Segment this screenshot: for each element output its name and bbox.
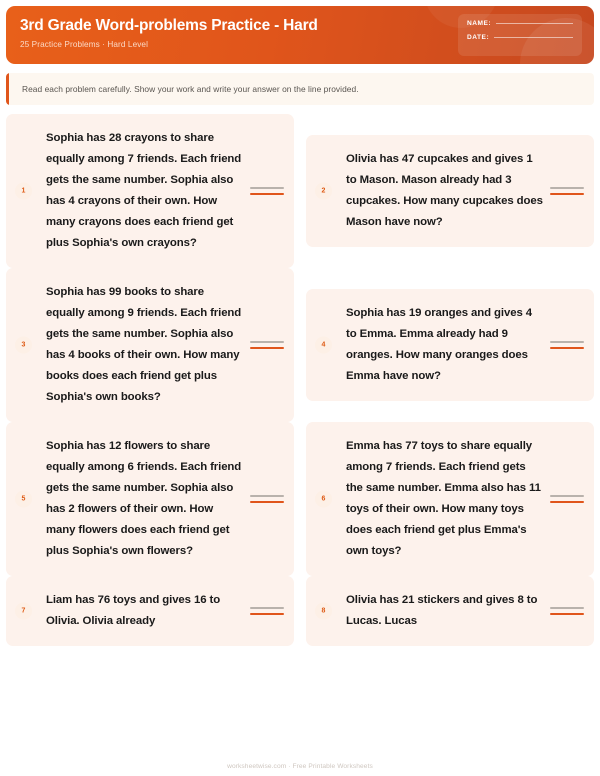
answer-line-lower[interactable] bbox=[250, 613, 284, 615]
problem-card bbox=[306, 576, 594, 646]
problem-text: Liam has 76 toys and gives 16 to Olivia. Olivia already bbox=[46, 593, 221, 627]
problem-text: Emma has 77 toys to share equally among 7 friends. Each friend gets the same number. Emma also has 11 toys of their own. How many toys does each friend get plus Emma's own toys? bbox=[346, 439, 541, 557]
answer-line-lower[interactable] bbox=[250, 347, 284, 349]
answer-line-lower[interactable] bbox=[550, 501, 584, 503]
problem-number-badge: 3 bbox=[15, 336, 32, 353]
answer-line-area[interactable] bbox=[550, 187, 584, 195]
name-field-row[interactable] bbox=[467, 20, 573, 27]
problem-number-badge: 5 bbox=[15, 490, 32, 507]
footer-watermark: worksheetwise.com · Free Printable Worksheets bbox=[227, 763, 373, 770]
problem-cell bbox=[0, 422, 300, 576]
page-title: 3rd Grade Word-problems Practice - Hard bbox=[20, 17, 318, 34]
answer-line-upper[interactable] bbox=[550, 341, 584, 343]
problem-text: Sophia has 99 books to share equally among 9 friends. Each friend gets the same number. Sophia also has 4 books of their own. How many books does each friend get plus Sophia's own books? bbox=[46, 285, 242, 403]
problem-cell bbox=[300, 576, 600, 646]
answer-line-area[interactable] bbox=[250, 607, 284, 615]
answer-line-upper[interactable] bbox=[250, 187, 284, 189]
instructions-accent-bar bbox=[6, 73, 9, 105]
answer-line-upper[interactable] bbox=[250, 341, 284, 343]
name-label: NAME: bbox=[467, 20, 492, 27]
problem-number-badge: 7 bbox=[15, 602, 32, 619]
problem-cell bbox=[300, 268, 600, 422]
name-write-line[interactable] bbox=[496, 23, 573, 24]
problem-text: Olivia has 21 stickers and gives 8 to Lucas. Lucas bbox=[346, 593, 538, 627]
problem-text: Sophia has 19 oranges and gives 4 to Emma. Emma already had 9 oranges. How many oranges does Emma have now? bbox=[346, 306, 532, 382]
answer-line-area[interactable] bbox=[550, 607, 584, 615]
problem-number-badge: 8 bbox=[315, 602, 332, 619]
problem-number-badge: 1 bbox=[15, 182, 32, 199]
problems-grid bbox=[0, 114, 600, 646]
answer-line-upper[interactable] bbox=[550, 607, 584, 609]
problem-cell bbox=[0, 268, 300, 422]
problem-card bbox=[6, 422, 294, 576]
name-date-box bbox=[458, 14, 582, 56]
answer-line-upper[interactable] bbox=[550, 187, 584, 189]
problem-card bbox=[6, 268, 294, 422]
problem-cell bbox=[0, 576, 300, 646]
worksheet-header bbox=[6, 6, 594, 64]
problem-card bbox=[306, 289, 594, 401]
problem-number-badge: 6 bbox=[315, 490, 332, 507]
problem-card bbox=[6, 576, 294, 646]
date-field-row[interactable] bbox=[467, 34, 573, 41]
problem-text: Sophia has 12 flowers to share equally among 6 friends. Each friend gets the same number. Sophia also has 2 flowers of their own. How many flowers does each friend get plus Sophia's own flowers? bbox=[46, 439, 242, 557]
instructions-text: Read each problem carefully. Show your work and write your answer on the line provided. bbox=[22, 84, 359, 94]
answer-line-area[interactable] bbox=[550, 495, 584, 503]
answer-line-area[interactable] bbox=[250, 187, 284, 195]
answer-line-upper[interactable] bbox=[550, 495, 584, 497]
answer-line-lower[interactable] bbox=[550, 347, 584, 349]
problem-text: Olivia has 47 cupcakes and gives 1 to Mason. Mason already had 3 cupcakes. How many cupcakes does Mason have now? bbox=[346, 152, 543, 228]
answer-line-upper[interactable] bbox=[250, 495, 284, 497]
answer-line-lower[interactable] bbox=[250, 193, 284, 195]
instructions-bar bbox=[6, 73, 594, 105]
problem-number-badge: 2 bbox=[315, 182, 332, 199]
problem-card bbox=[306, 422, 594, 576]
problem-card bbox=[306, 135, 594, 247]
answer-line-area[interactable] bbox=[250, 341, 284, 349]
problem-text: Sophia has 28 crayons to share equally among 7 friends. Each friend gets the same number. Sophia also has 4 crayons of their own. How many crayons does each friend get plus Sophia's own crayons? bbox=[46, 132, 242, 249]
page-subtitle: 25 Practice Problems · Hard Level bbox=[20, 40, 148, 50]
answer-line-lower[interactable] bbox=[550, 613, 584, 615]
answer-line-lower[interactable] bbox=[550, 193, 584, 195]
problem-cell bbox=[300, 114, 600, 268]
date-write-line[interactable] bbox=[494, 37, 573, 38]
problem-number-badge: 4 bbox=[315, 336, 332, 353]
answer-line-area[interactable] bbox=[550, 341, 584, 349]
problem-cell bbox=[0, 114, 300, 268]
date-label: DATE: bbox=[467, 34, 490, 41]
problem-cell bbox=[300, 422, 600, 576]
problem-card bbox=[6, 114, 294, 268]
answer-line-lower[interactable] bbox=[250, 501, 284, 503]
answer-line-upper[interactable] bbox=[250, 607, 284, 609]
answer-line-area[interactable] bbox=[250, 495, 284, 503]
